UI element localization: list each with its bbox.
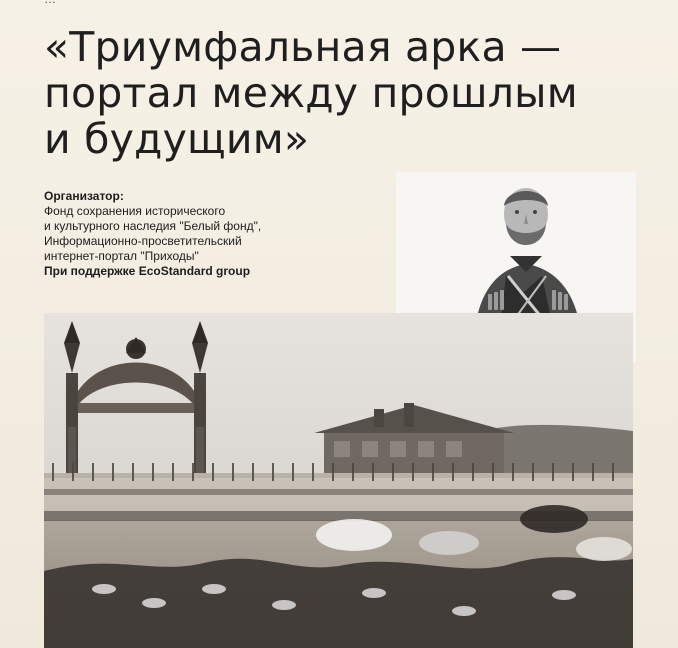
title-line-3: и будущим» [44, 115, 310, 163]
organizer-line-2: и культурного наследия "Белый фонд", [44, 219, 262, 233]
support-line: При поддержке EcoStandard group [44, 264, 251, 278]
parade-scene-illustration [44, 313, 633, 648]
organizer-line-4: интернет-портал "Приходы" [44, 249, 199, 263]
historical-photo [44, 313, 633, 648]
top-cut-text [44, 0, 56, 6]
organizer-line-3: Информационно-просветительский [44, 234, 242, 248]
page-title [44, 24, 644, 162]
title-line-2: портал между прошлым [44, 69, 578, 117]
organizer-block [44, 189, 394, 279]
organizer-line-1: Фонд сохранения исторического [44, 204, 226, 218]
organizer-heading: Организатор: [44, 189, 124, 203]
title-line-1: «Триумфальная арка — [44, 23, 562, 71]
